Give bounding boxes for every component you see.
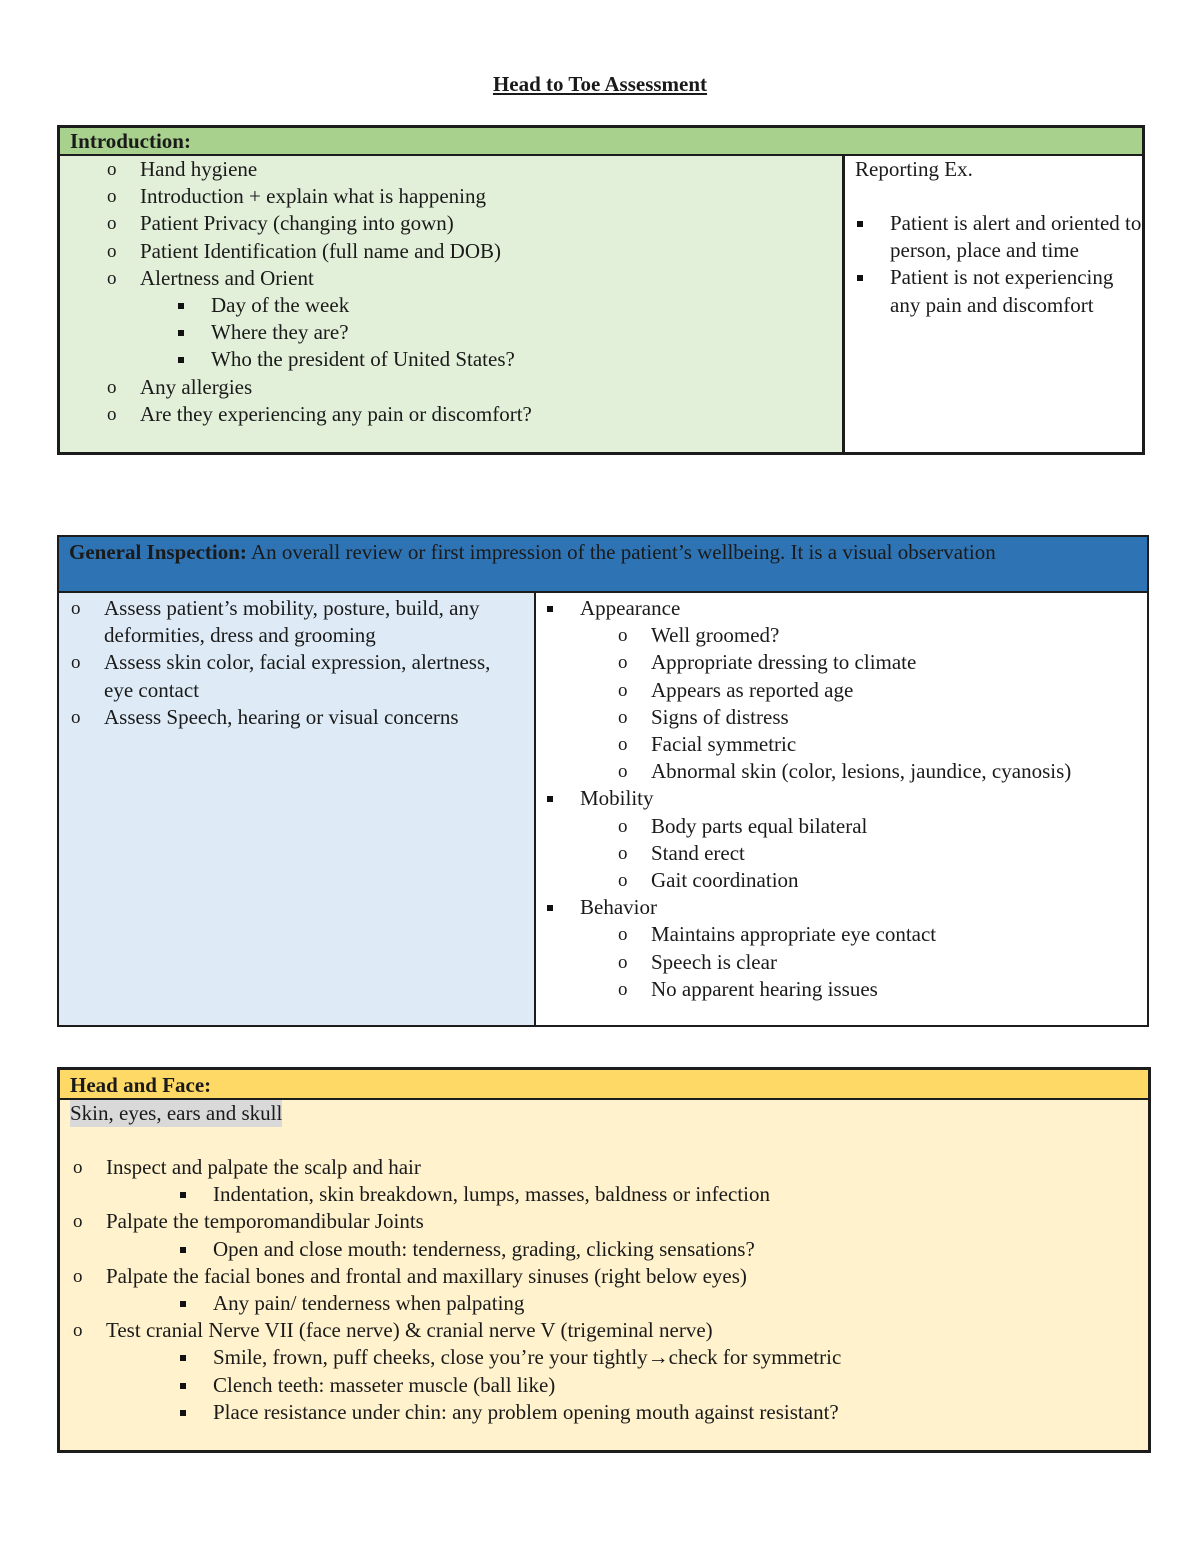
- list-item: Day of the week: [211, 292, 532, 319]
- list-item: o Gait coordination: [651, 867, 1071, 894]
- list-item: o Patient Privacy (changing into gown): [140, 210, 532, 237]
- list-item: Patient is alert and oriented to person, place and time: [890, 210, 1142, 264]
- list-item: o No apparent hearing issues: [651, 976, 1071, 1003]
- sub-list: [580, 921, 1071, 1003]
- list-item: Any pain/ tenderness when palpating: [213, 1290, 1148, 1317]
- sub-list: [106, 1290, 1148, 1317]
- list-item: o Patient Identification (full name and DOB): [140, 238, 532, 265]
- list-item: Who the president of United States?: [211, 346, 532, 373]
- general-inspection-title: General Inspection:: [69, 540, 247, 564]
- general-inspection-findings: [536, 593, 1147, 1025]
- head-and-face-subheader: Skin, eyes, ears and skull: [70, 1101, 283, 1125]
- list-item: Open and close mouth: tenderness, grading, clicking sensations?: [213, 1236, 1148, 1263]
- list-item: o Palpate the facial bones and frontal and maxillary sinuses (right below eyes): [106, 1263, 1148, 1290]
- list-item: o Are they experiencing any pain or discomfort?: [140, 401, 532, 428]
- list-item: o Assess patient’s mobility, posture, build, any deformities, dress and grooming: [104, 595, 514, 649]
- list-item: Mobility: [580, 785, 1071, 812]
- list-item: Smile, frown, puff cheeks, close you’re your tightly→check for symmetric: [213, 1344, 1148, 1371]
- list-item: o Maintains appropriate eye contact: [651, 921, 1071, 948]
- reporting-title: Reporting Ex.: [855, 157, 973, 181]
- list-item: Behavior: [580, 894, 1071, 921]
- general-inspection-table: [57, 535, 1149, 1027]
- list-item: o Alertness and Orient: [140, 265, 532, 292]
- list-item: o Abnormal skin (color, lesions, jaundice, cyanosis): [651, 758, 1071, 785]
- sub-list: [580, 622, 1071, 785]
- list-item: Patient is not experiencing any pain and discomfort: [890, 264, 1142, 318]
- list-item: o Assess Speech, hearing or visual concerns: [104, 704, 514, 731]
- list-item: o Appropriate dressing to climate: [651, 649, 1071, 676]
- introduction-checklist: [60, 156, 845, 452]
- sub-list: [140, 292, 532, 374]
- document-title: Head to Toe Assessment: [492, 72, 708, 96]
- sub-list: [580, 813, 1071, 895]
- list-item: o Assess skin color, facial expression, alertness, eye contact: [104, 649, 514, 703]
- head-and-face-header: Head and Face:: [60, 1070, 1148, 1100]
- sub-list: [106, 1181, 1148, 1208]
- list-item: o Any allergies: [140, 374, 532, 401]
- list-item: o Test cranial Nerve VII (face nerve) & cranial nerve V (trigeminal nerve): [106, 1317, 1148, 1344]
- list-item: o Facial symmetric: [651, 731, 1071, 758]
- list-item: Clench teeth: masseter muscle (ball like): [213, 1372, 1148, 1399]
- introduction-header: Introduction:: [60, 128, 1142, 156]
- introduction-table: [57, 125, 1145, 455]
- list-item: o Stand erect: [651, 840, 1071, 867]
- list-item: o Inspect and palpate the scalp and hair: [106, 1154, 1148, 1181]
- list-item: o Signs of distress: [651, 704, 1071, 731]
- list-item: o Hand hygiene: [140, 156, 532, 183]
- list-item: o Introduction + explain what is happening: [140, 183, 532, 210]
- list-item: o Speech is clear: [651, 949, 1071, 976]
- list-item: Appearance: [580, 595, 1071, 622]
- general-inspection-checklist: [59, 593, 536, 1025]
- list-item: Where they are?: [211, 319, 532, 346]
- list-item: o Palpate the temporomandibular Joints: [106, 1208, 1148, 1235]
- list-item: Place resistance under chin: any problem opening mouth against resistant?: [213, 1399, 1148, 1426]
- general-inspection-header: [59, 537, 1147, 593]
- reporting-example: [845, 156, 1142, 452]
- general-inspection-description: An overall review or first impression of the patient’s wellbeing. It is a visual observation: [246, 540, 996, 564]
- head-and-face-table: [57, 1067, 1151, 1453]
- list-item: Indentation, skin breakdown, lumps, masses, baldness or infection: [213, 1181, 1148, 1208]
- list-item: o Appears as reported age: [651, 677, 1071, 704]
- sub-list: [106, 1344, 1148, 1426]
- sub-list: [106, 1236, 1148, 1263]
- list-item: o Well groomed?: [651, 622, 1071, 649]
- list-item: o Body parts equal bilateral: [651, 813, 1071, 840]
